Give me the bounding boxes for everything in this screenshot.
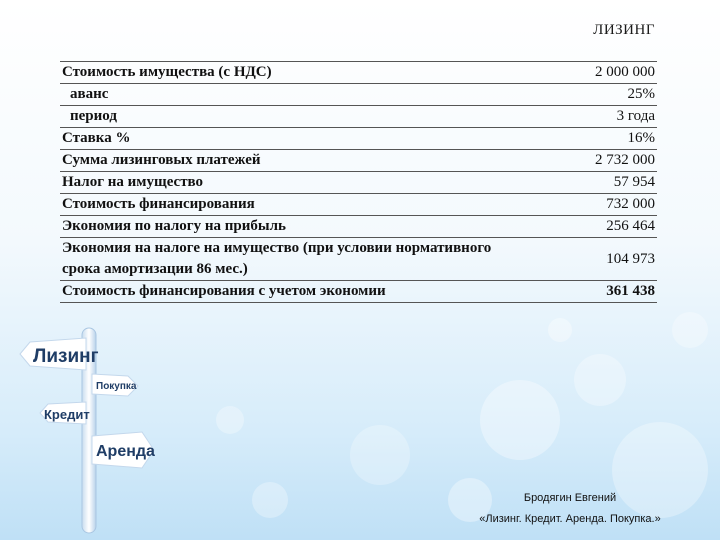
row-value: 361 438: [533, 281, 657, 303]
row-label: Стоимость финансирования с учетом экономии: [60, 281, 533, 303]
row-value: 25%: [533, 84, 657, 106]
signpost-illustration: [0, 320, 170, 540]
row-label: Стоимость имущества (с НДС): [60, 62, 533, 84]
row-value: 732 000: [533, 194, 657, 216]
table-row: [60, 106, 657, 128]
table-row: [60, 281, 657, 303]
row-value: 3 года: [533, 106, 657, 128]
table-row: [60, 194, 657, 216]
sign-credit-label: Кредит: [44, 407, 90, 422]
credit-author: Бродягин Евгений: [523, 492, 617, 504]
row-value: 2 000 000: [533, 62, 657, 84]
table-row: [60, 172, 657, 194]
row-value: 16%: [533, 128, 657, 150]
row-label: аванс: [60, 84, 533, 106]
page-title: ЛИЗИНГ: [593, 22, 655, 38]
row-label: Налог на имущество: [60, 172, 533, 194]
row-value: 2 732 000: [533, 150, 657, 172]
row-label: Стоимость финансирования: [60, 194, 533, 216]
row-label: Экономия на налоге на имущество (при условии нормативного срока амортизации 86 мес.): [60, 238, 533, 281]
row-label: Ставка %: [60, 128, 533, 150]
sign-purchase-label: Покупка: [96, 381, 137, 392]
credit-book: «Лизинг. Кредит. Аренда. Покупка.»: [479, 513, 661, 525]
credit-block: [440, 488, 700, 530]
table-row: [60, 238, 657, 281]
row-label: Экономия по налогу на прибыль: [60, 216, 533, 238]
table-row: [60, 84, 657, 106]
table-row: [60, 216, 657, 238]
row-label: Сумма лизинговых платежей: [60, 150, 533, 172]
row-value: 57 954: [533, 172, 657, 194]
table-row: [60, 62, 657, 84]
row-value: 256 464: [533, 216, 657, 238]
table-row: [60, 150, 657, 172]
row-value: 104 973: [533, 238, 657, 281]
sign-rent-label: Аренда: [96, 443, 155, 460]
leasing-table: [60, 61, 657, 303]
row-label: период: [60, 106, 533, 128]
sign-leasing-label: Лизинг: [33, 346, 99, 367]
table-row: [60, 128, 657, 150]
